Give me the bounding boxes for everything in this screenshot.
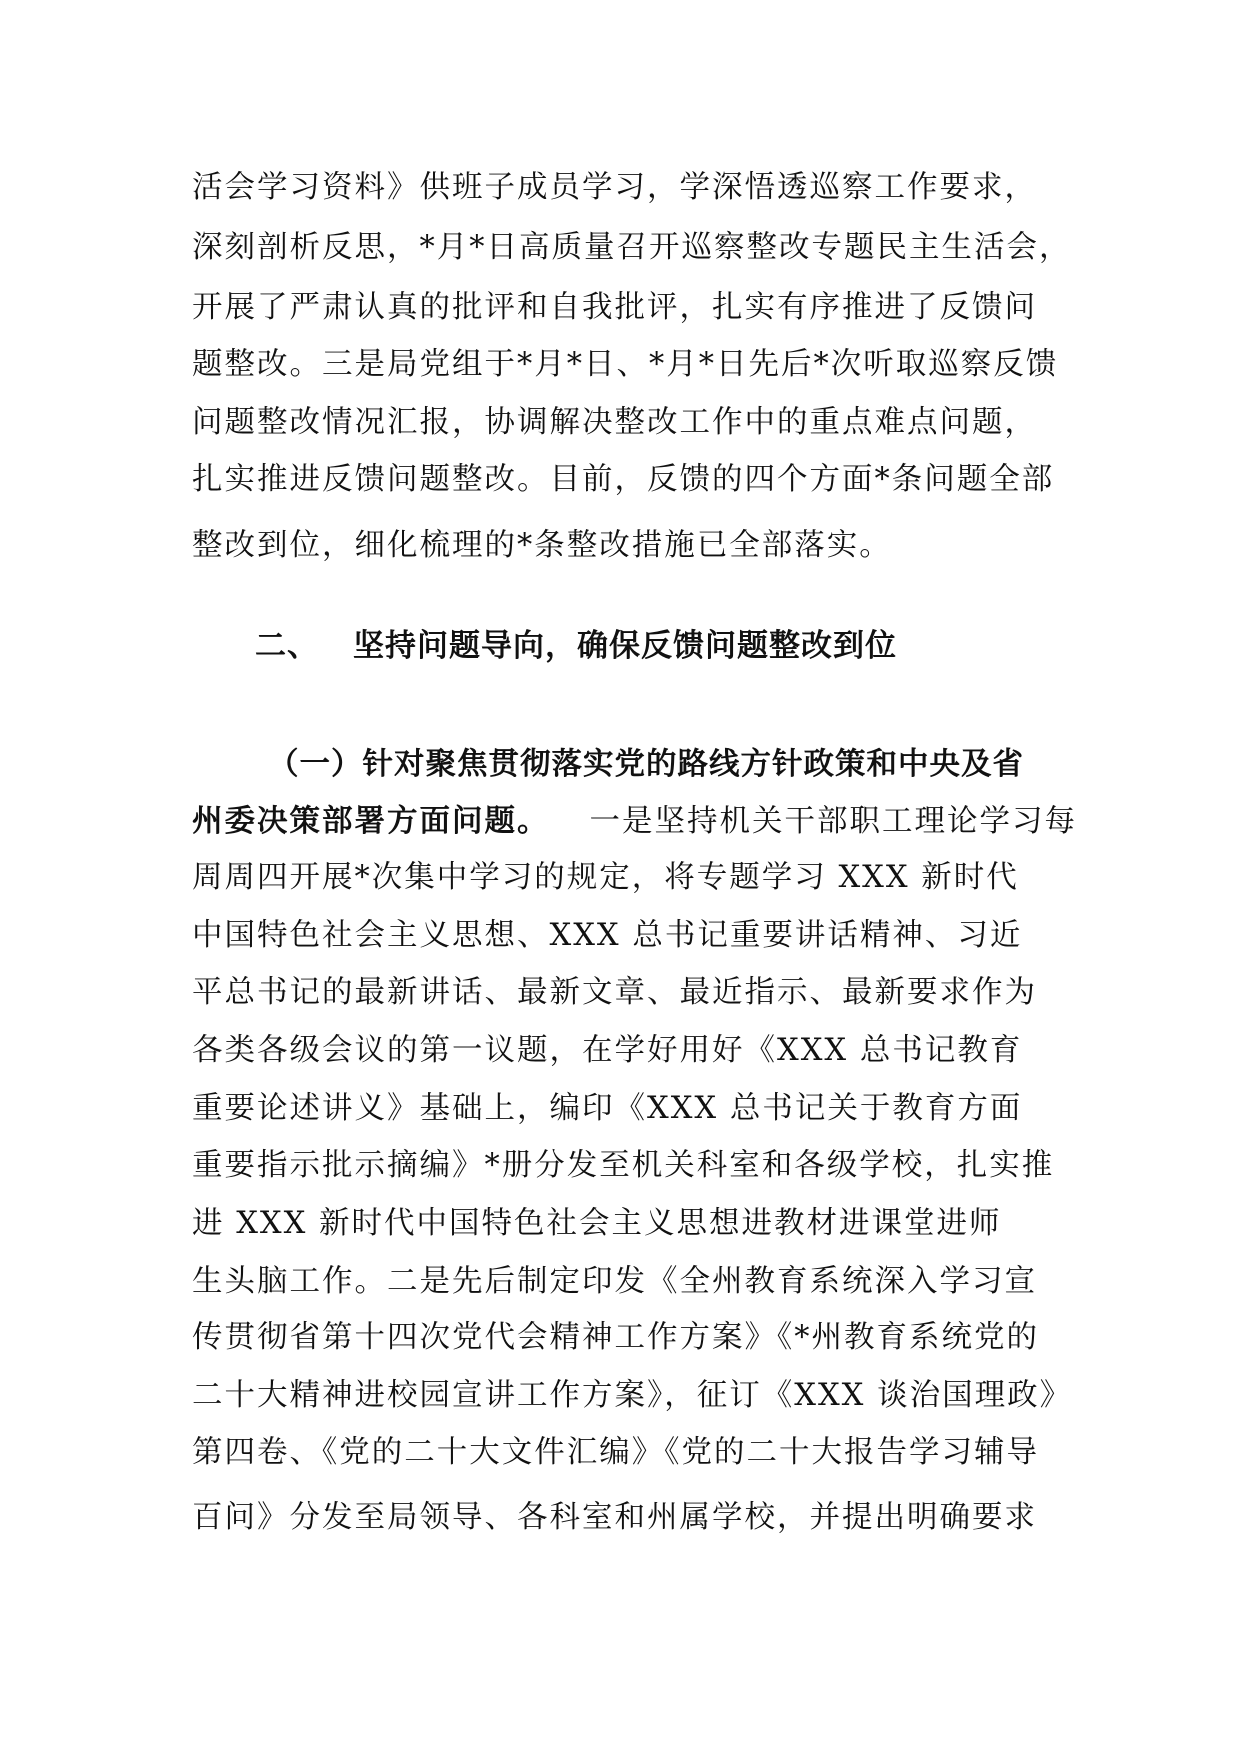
paragraph-line: 问题整改情况汇报，协调解决整改工作中的重点难点问题， bbox=[192, 405, 1037, 440]
paragraph-line: 进 XXX 新时代中国特色社会主义思想进教材进课堂进师 bbox=[192, 1206, 1002, 1241]
paragraph-line: 扎实推进反馈问题整改。目前，反馈的四个方面*条问题全部 bbox=[192, 462, 1055, 497]
paragraph-line: 题整改。三是局党组于*月*日、*月*日先后*次听取巡察反馈 bbox=[192, 347, 1059, 382]
paragraph-line: 重要指示批示摘编》*册分发至机关科室和各级学校，扎实推 bbox=[192, 1148, 1055, 1183]
subsection-body-start: 一是坚持机关干部职工理论学习每 bbox=[589, 804, 1077, 839]
paragraph-line: 整改到位，细化梳理的*条整改措施已全部落实。 bbox=[192, 528, 892, 563]
paragraph-line: 平总书记的最新讲话、最新文章、最近指示、最新要求作为 bbox=[192, 975, 1037, 1010]
paragraph-line: 二十大精神进校园宣讲工作方案》，征订《XXX 谈治国理政》 bbox=[192, 1378, 1073, 1413]
paragraph-line: 传贯彻省第十四次党代会精神工作方案》《*州教育系统党的 bbox=[192, 1320, 1039, 1355]
section-heading bbox=[255, 626, 897, 666]
subsection-title: （一）针对聚焦贯彻落实党的路线方针政策和中央及省 bbox=[268, 746, 1024, 782]
section-title: 坚持问题导向，确保反馈问题整改到位 bbox=[353, 628, 897, 664]
subsection-title-end: 州委决策部署方面问题。 bbox=[192, 803, 550, 839]
paragraph-line: 周周四开展*次集中学习的规定，将专题学习 XXX 新时代 bbox=[192, 860, 1019, 895]
paragraph-line: 中国特色社会主义思想、XXX 总书记重要讲话精神、习近 bbox=[192, 918, 1023, 953]
paragraph-line: 百问》分发至局领导、各科室和州属学校，并提出明确要求 bbox=[192, 1500, 1037, 1535]
section-number: 二、 bbox=[255, 628, 319, 664]
paragraph-line: 活会学习资料》供班子成员学习，学深悟透巡察工作要求， bbox=[192, 170, 1037, 205]
subsection-title-line-2 bbox=[192, 801, 1077, 842]
paragraph-line: 重要论述讲义》基础上，编印《XXX 总书记关于教育方面 bbox=[192, 1091, 1023, 1126]
paragraph-line: 深刻剖析反思，*月*日高质量召开巡察整改专题民主生活会， bbox=[192, 230, 1072, 265]
paragraph-line: 各类各级会议的第一议题，在学好用好《XXX 总书记教育 bbox=[192, 1033, 1023, 1068]
paragraph-line: 生头脑工作。二是先后制定印发《全州教育系统深入学习宣 bbox=[192, 1264, 1037, 1299]
paragraph-line: 开展了严肃认真的批评和自我批评，扎实有序推进了反馈问 bbox=[192, 290, 1037, 325]
paragraph-line: 第四卷、《党的二十大文件汇编》《党的二十大报告学习辅导 bbox=[192, 1435, 1039, 1470]
